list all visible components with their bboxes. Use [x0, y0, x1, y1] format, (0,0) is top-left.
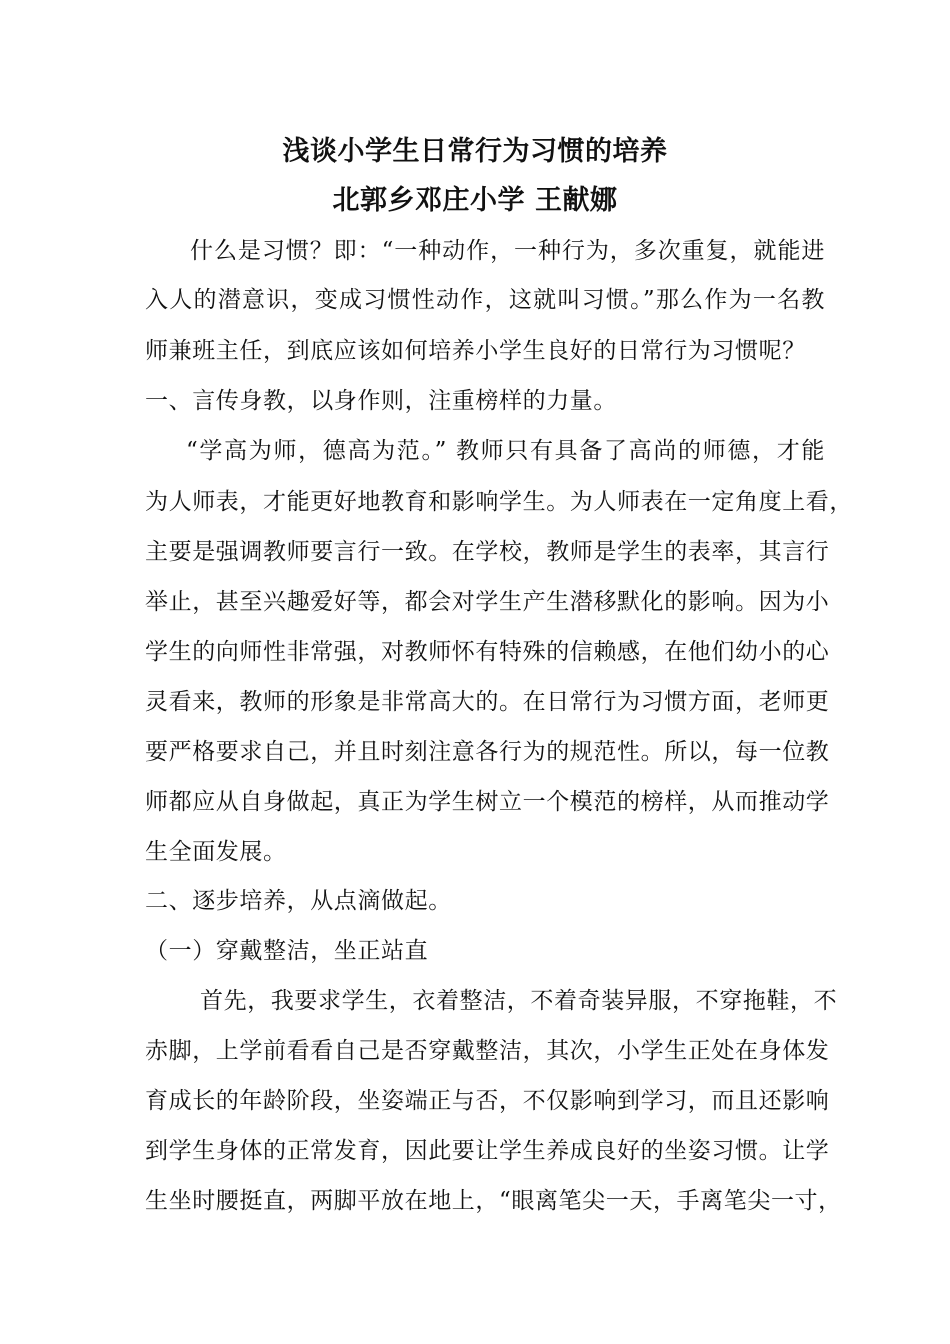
paragraph-line: 育成长的年龄阶段，坐姿端正与否，不仅影响到学习，而且还影响 [145, 1088, 830, 1114]
paragraph-line: 入人的潜意识，变成习惯性动作，这就叫习惯。”那么作为一名教 [145, 287, 825, 313]
paragraph-line: 举止，甚至兴趣爱好等，都会对学生产生潜移默化的影响。因为小 [145, 589, 830, 615]
paragraph-line: 生全面发展。 [145, 839, 287, 865]
paragraph-line: 要严格要求自己，并且时刻注意各行为的规范性。所以，每一位教 [145, 739, 830, 765]
paragraph-line: “学高为师，德高为范。” 教师只有具备了高尚的师德，才能 [186, 438, 825, 464]
subsection-heading: （一）穿戴整洁，坐正站直 [145, 938, 429, 964]
paragraph-line: 什么是习惯？即：“一种动作，一种行为，多次重复，就能进 [190, 238, 825, 264]
section-heading: 一、言传身教，以身作则，注重榜样的力量。 [145, 388, 617, 414]
paragraph-line: 主要是强调教师要言行一致。在学校，教师是学生的表率，其言行 [145, 539, 830, 565]
paragraph-line: 师都应从自身做起，真正为学生树立一个模范的榜样，从而推动学 [145, 789, 830, 815]
paragraph-line: 灵看来，教师的形象是非常高大的。在日常行为习惯方面，老师更 [145, 689, 830, 715]
document-title: 浅谈小学生日常行为习惯的培养 [282, 136, 668, 167]
section-heading: 二、逐步培养，从点滴做起。 [145, 888, 452, 914]
paragraph-line: 首先，我要求学生，衣着整洁，不着奇装异服，不穿拖鞋，不 [200, 988, 838, 1014]
paragraph-line: 师兼班主任，到底应该如何培养小学生良好的日常行为习惯呢？ [145, 338, 806, 364]
paragraph-line: 学生的向师性非常强，对教师怀有特殊的信赖感，在他们幼小的心 [145, 639, 830, 665]
paragraph-line: 为人师表，才能更好地教育和影响学生。为人师表在一定角度上看， [145, 489, 853, 515]
paragraph-line: 生坐时腰挺直，两脚平放在地上，“眼离笔尖一天，手离笔尖一寸， [145, 1188, 842, 1214]
author-line: 北郭乡邓庄小学 王献娜 [332, 185, 618, 216]
paragraph-line: 到学生身体的正常发育，因此要让学生养成良好的坐姿习惯。让学 [145, 1138, 830, 1164]
paragraph-line: 赤脚，上学前看看自己是否穿戴整洁，其次，小学生正处在身体发 [145, 1038, 830, 1064]
